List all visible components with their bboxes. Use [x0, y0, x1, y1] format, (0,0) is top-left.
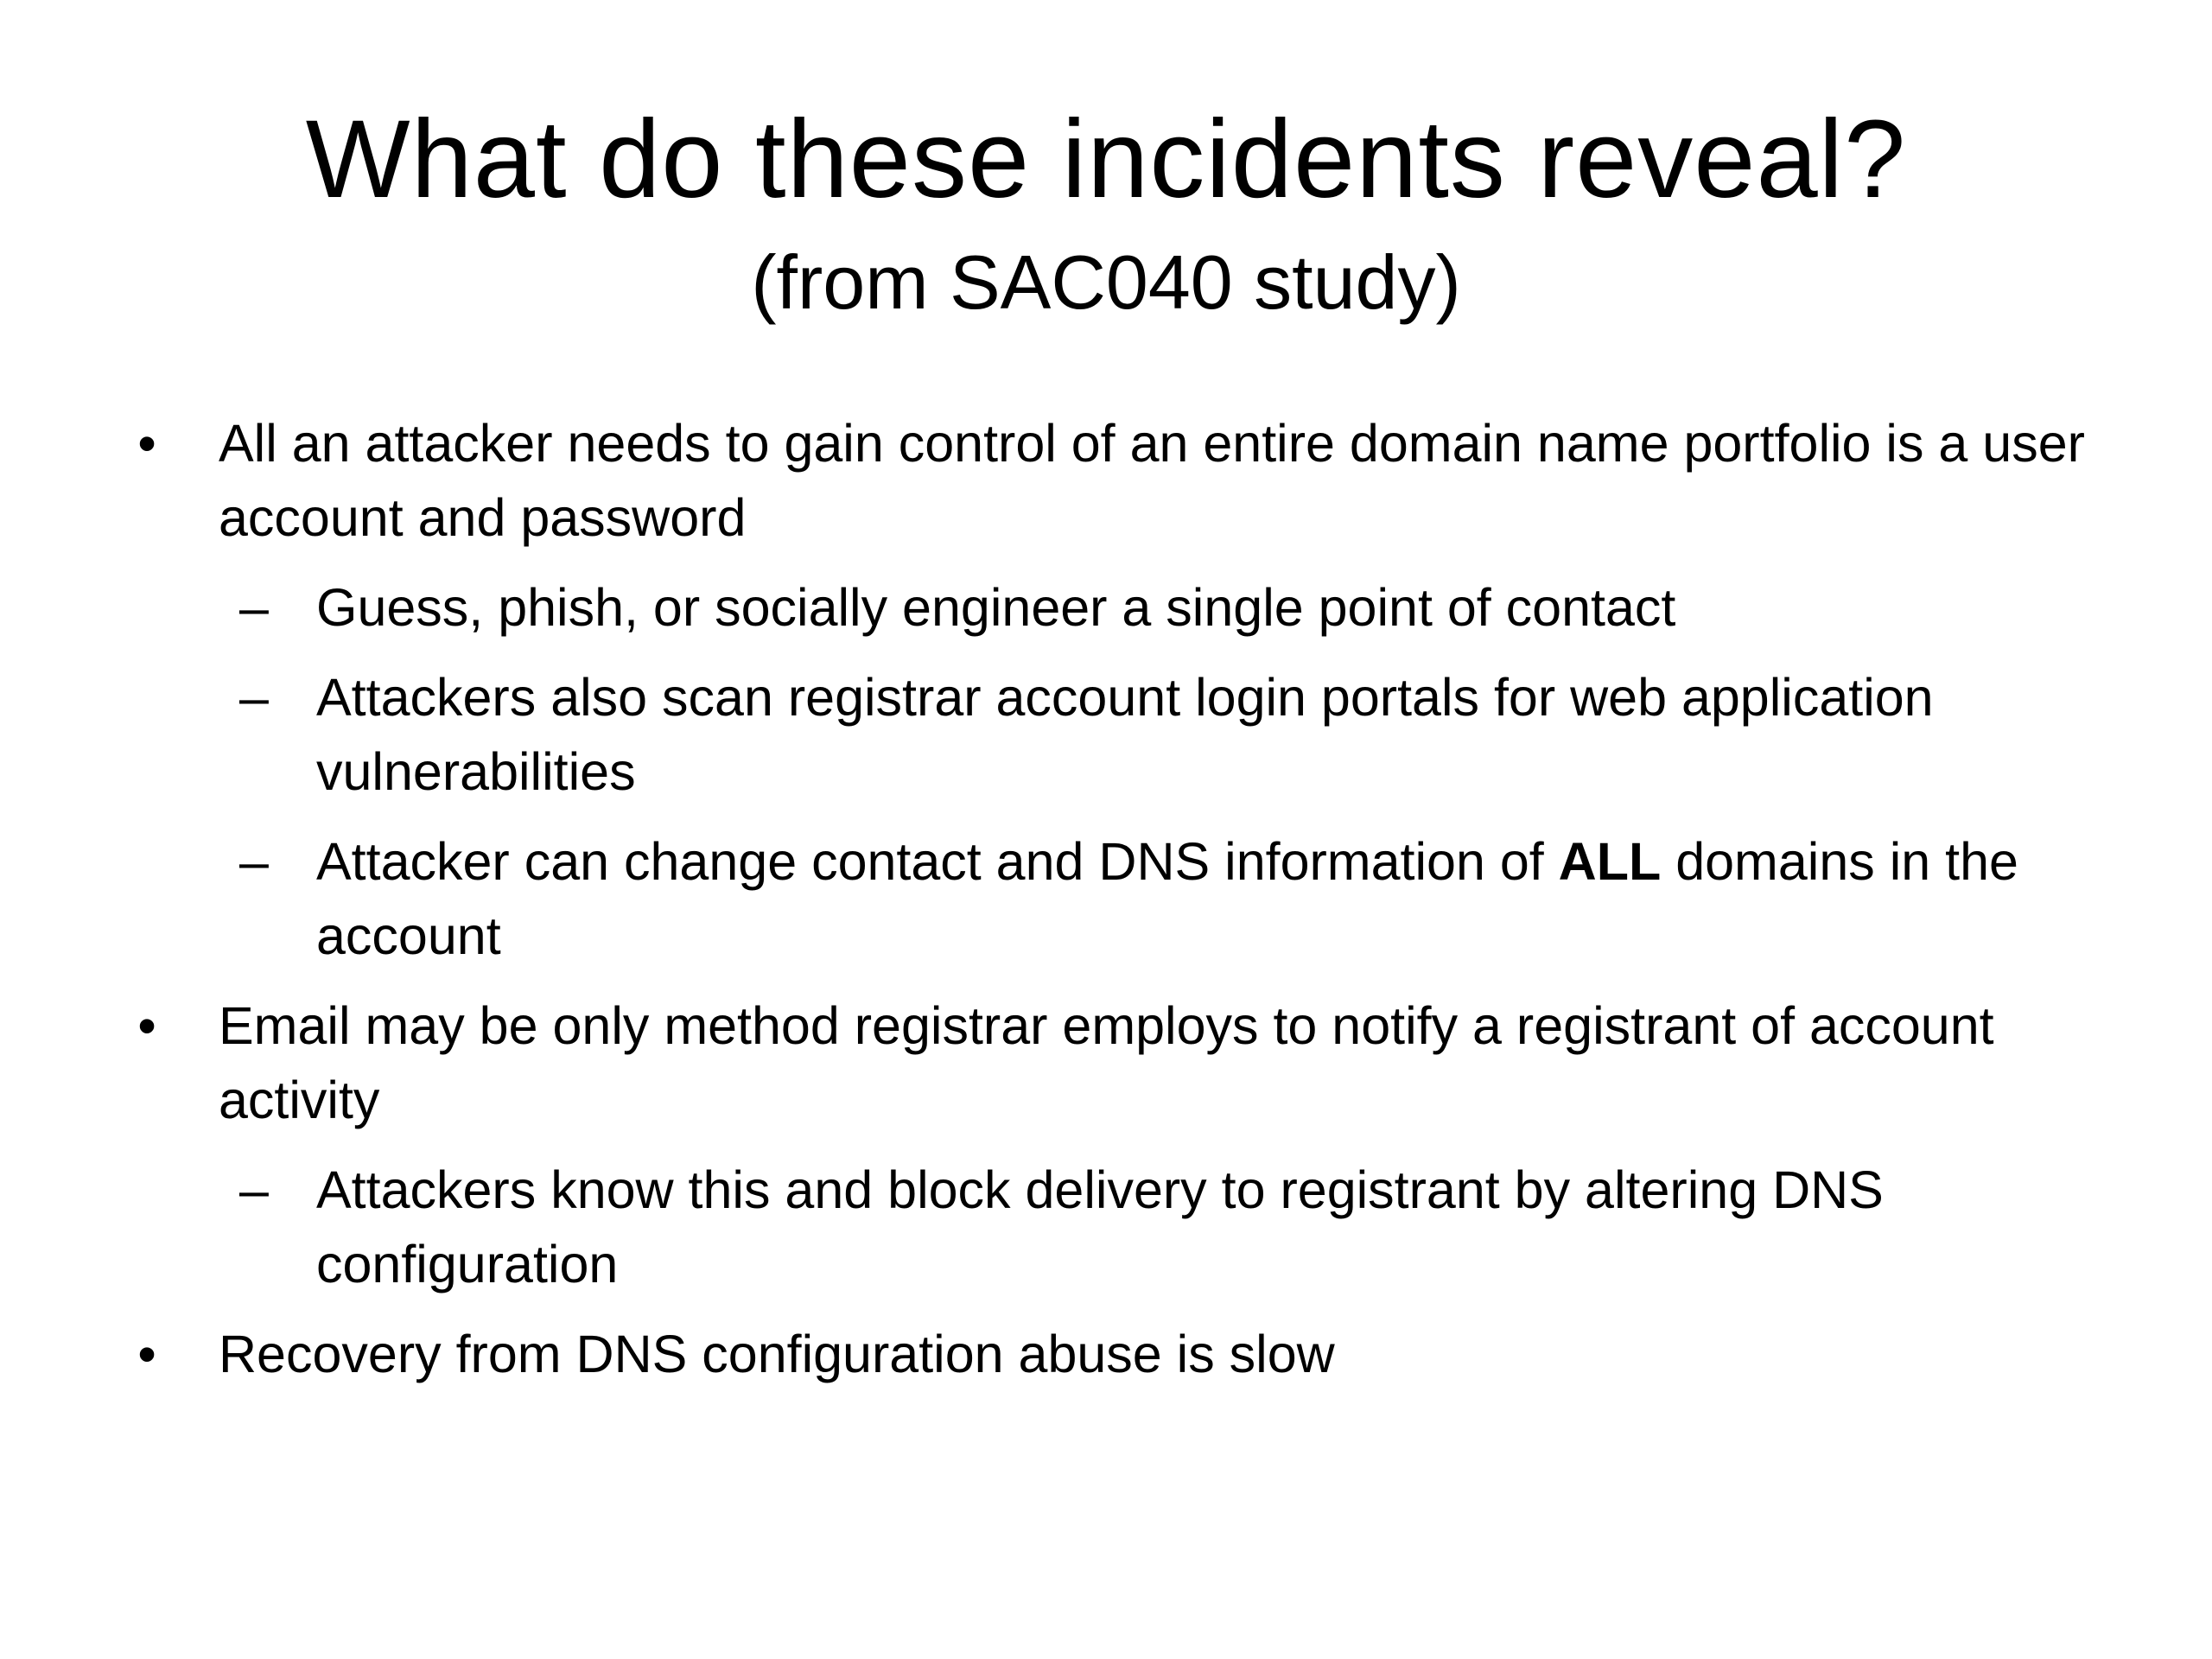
list-item-text: Guess, phish, or socially engineer a single point of contact [316, 578, 1676, 637]
dash-icon: – [239, 832, 269, 891]
list-item-text: Email may be only method registrar employs to notify a registrant of account activity [219, 996, 1994, 1129]
bullet-icon: • [137, 1325, 156, 1383]
bullet-list [130, 406, 2117, 1407]
list-item [130, 988, 2117, 1137]
slide-subtitle: (from SAC040 study) [751, 239, 1461, 325]
dash-icon: – [239, 1160, 269, 1219]
emphasis-text: ALL [1558, 832, 1662, 891]
list-item [130, 570, 2117, 645]
list-item [130, 1317, 2117, 1391]
list-item-text: All an attacker needs to gain control of an entire domain name portfolio is a user account and password [219, 414, 2085, 547]
list-item [130, 660, 2117, 809]
list-item [130, 824, 2117, 973]
bullet-icon: • [137, 996, 156, 1055]
list-item-text: Attackers know this and block delivery to registrant by altering DNS configuration [316, 1160, 1884, 1294]
dash-icon: – [239, 668, 269, 727]
list-item-text: Recovery from DNS configuration abuse is slow [219, 1325, 1335, 1383]
list-item-text: Attackers also scan registrar account login portals for web application vulnerabilities [316, 668, 1934, 801]
slide-title: What do these incidents reveal? [305, 98, 1907, 221]
bullet-icon: • [137, 414, 156, 473]
list-item [130, 1153, 2117, 1301]
list-item-text [316, 832, 2018, 965]
list-item-text-before: Attacker can change contact and DNS information of [316, 832, 1559, 891]
list-item [130, 406, 2117, 555]
list-item-text-after: domains in the account [316, 832, 2018, 965]
dash-icon: – [239, 578, 269, 637]
